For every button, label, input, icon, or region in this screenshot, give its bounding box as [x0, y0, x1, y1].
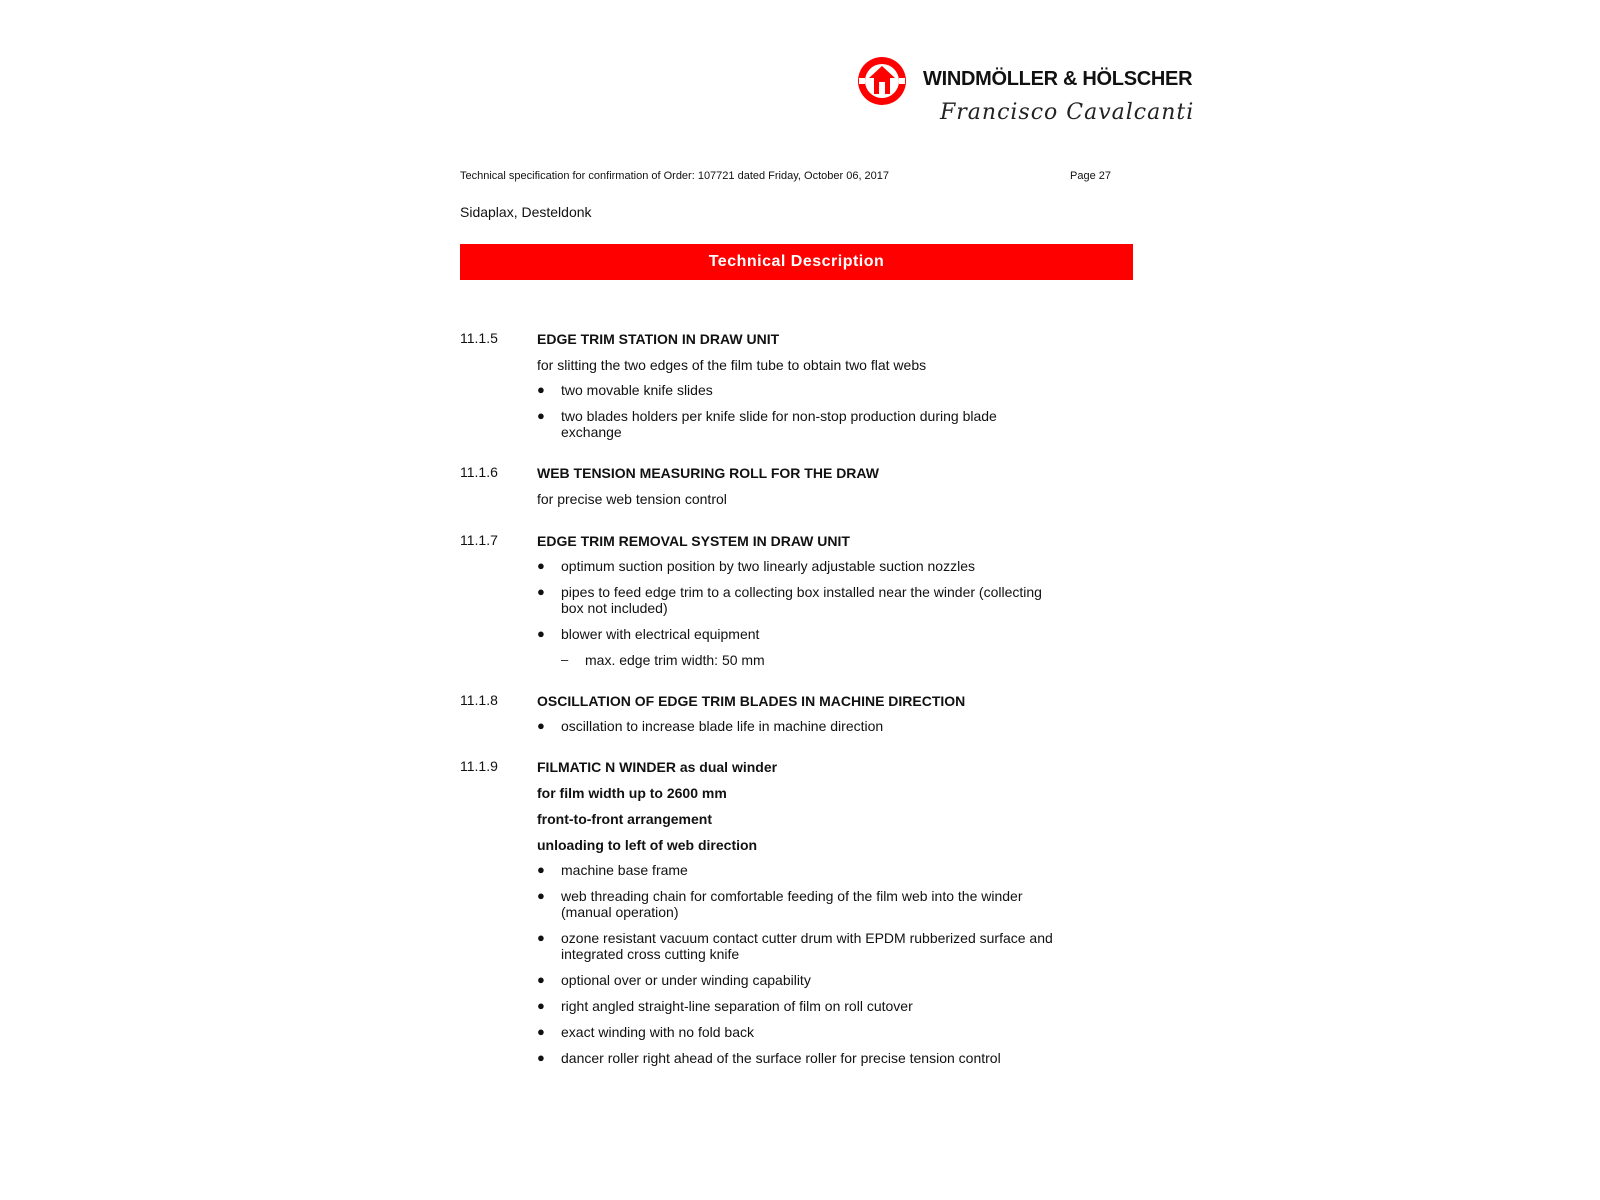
bullet-icon: ●	[537, 862, 545, 877]
list-item: ● optimum suction position by two linearly adjustable suction nozzles	[537, 558, 975, 574]
bullet-list	[537, 382, 1060, 440]
section-11-1-9	[460, 758, 1060, 1066]
list-item: ● ozone resistant vacuum contact cutter drum with EPDM rubberized surface and integrated cross cutting knife	[537, 930, 1053, 962]
section-subtitle: for film width up to 2600 mm	[537, 785, 727, 801]
list-item: ● dancer roller right ahead of the surface roller for precise tension control	[537, 1050, 1001, 1066]
section-title: FILMATIC N WINDER as dual winder	[537, 759, 778, 775]
page-number: Page 27	[1070, 170, 1111, 182]
signature: Francisco Cavalcanti	[940, 100, 1195, 125]
bullet-icon: ●	[537, 558, 545, 573]
section-number: 11.1.9	[460, 758, 498, 774]
banner-title: Technical Description	[708, 253, 885, 270]
section-number: 11.1.6	[460, 464, 498, 480]
bullet-icon: ●	[537, 382, 545, 397]
section-subtitle: front-to-front arrangement	[537, 811, 712, 827]
section-11-1-5	[460, 330, 1060, 440]
brand-name: WINDMÖLLER & HÖLSCHER	[923, 68, 1193, 90]
bullet-icon: ●	[537, 998, 545, 1013]
bullet-icon: ●	[537, 584, 545, 599]
bullet-list	[537, 862, 1060, 1066]
section-banner	[460, 244, 1133, 280]
bullet-list	[537, 558, 1060, 668]
list-item: ● pipes to feed edge trim to a collecting box installed near the winder (collecting box not included)	[537, 584, 1042, 616]
spec-line: Technical specification for confirmation of Order: 107721 dated Friday, October 06, 2017	[460, 170, 890, 182]
list-item: ● oscillation to increase blade life in machine direction	[537, 718, 884, 734]
document-body	[460, 330, 1060, 1090]
bullet-icon: ●	[537, 718, 545, 733]
bullet-icon: ●	[537, 1050, 545, 1065]
bullet-icon: ●	[537, 972, 545, 987]
section-title: OSCILLATION OF EDGE TRIM BLADES IN MACHINE DIRECTION	[537, 693, 966, 709]
list-item: ● optional over or under winding capability	[537, 972, 811, 988]
bullet-icon: ●	[537, 626, 545, 641]
bullet-list	[537, 718, 1060, 734]
section-title: EDGE TRIM REMOVAL SYSTEM IN DRAW UNIT	[537, 533, 850, 549]
list-item: ● blower with electrical equipment	[537, 626, 760, 642]
section-text: for slitting the two edges of the film tube to obtain two flat webs	[537, 357, 927, 373]
list-item: ● two movable knife slides	[537, 382, 713, 398]
section-11-1-6	[460, 464, 1060, 508]
sub-list-item: – max. edge trim width: 50 mm	[561, 652, 765, 668]
section-number: 11.1.5	[460, 330, 498, 346]
section-subtitle: unloading to left of web direction	[537, 837, 758, 853]
bullet-icon: ●	[537, 408, 545, 423]
section-text: for precise web tension control	[537, 491, 727, 507]
section-number: 11.1.8	[460, 692, 498, 708]
list-item: ● exact winding with no fold back	[537, 1024, 754, 1040]
customer-name: Sidaplax, Desteldonk	[460, 204, 592, 220]
dash-icon: –	[561, 652, 569, 667]
section-11-1-7	[460, 532, 1060, 668]
list-item: ● web threading chain for comfortable feeding of the film web into the winder (manual operation)	[537, 888, 1023, 920]
bullet-icon: ●	[537, 930, 545, 945]
list-item: ● two blades holders per knife slide for non-stop production during blade exchange	[537, 408, 997, 440]
section-11-1-8	[460, 692, 1060, 734]
section-title: WEB TENSION MEASURING ROLL FOR THE DRAW	[537, 465, 879, 481]
section-title: EDGE TRIM STATION IN DRAW UNIT	[537, 331, 780, 347]
bullet-icon: ●	[537, 888, 545, 903]
list-item: ● machine base frame	[537, 862, 688, 878]
windmoeller-hoelscher-logo-icon	[857, 56, 907, 106]
list-item: ● right angled straight-line separation of film on roll cutover	[537, 998, 913, 1014]
bullet-icon: ●	[537, 1024, 545, 1039]
section-number: 11.1.7	[460, 532, 498, 548]
